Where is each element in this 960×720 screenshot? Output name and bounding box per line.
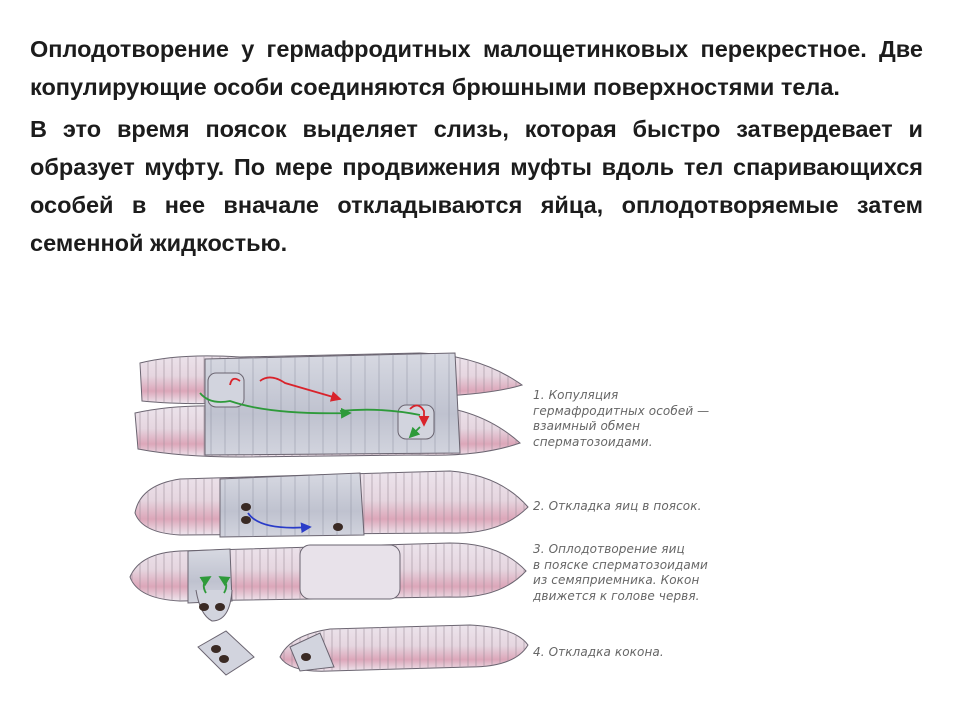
caption-stage-3: 3. Оплодотворение яиц в пояске сперматозоидами из семяприемника. Кокон движется к голове червя.	[533, 542, 708, 603]
paragraph-copulation: Оплодотворение у гермафродитных малощетинковых перекрестное. Две копулирующие особи соединяются брюшными поверхностями тела.	[30, 36, 923, 100]
stage-3-fertilization	[130, 543, 526, 621]
stage-4-cocoon-laying	[198, 625, 528, 675]
caption-stage-2: 2. Откладка яиц в поясок.	[533, 499, 702, 513]
caption-stage-4: 4. Откладка кокона.	[533, 645, 664, 659]
earthworm-reproduction-figure	[120, 345, 530, 690]
stage-1-copulating-worms	[135, 353, 522, 457]
caption-stage-1: 1. Копуляция гермафродитных особей — взаимный обмен сперматозоидами.	[533, 388, 710, 449]
slide-text	[30, 30, 923, 262]
stage-2-egg-laying	[135, 471, 528, 537]
paragraph-clitellum-mucus: В это время поясок выделяет слизь, которая быстро затвердевает и образует муфту. По мере продвижения муфты вдоль тел спаривающихся особей в нее вначале откладываются яйца, оплодотворяемые затем семенной жидкостью.	[30, 116, 923, 256]
